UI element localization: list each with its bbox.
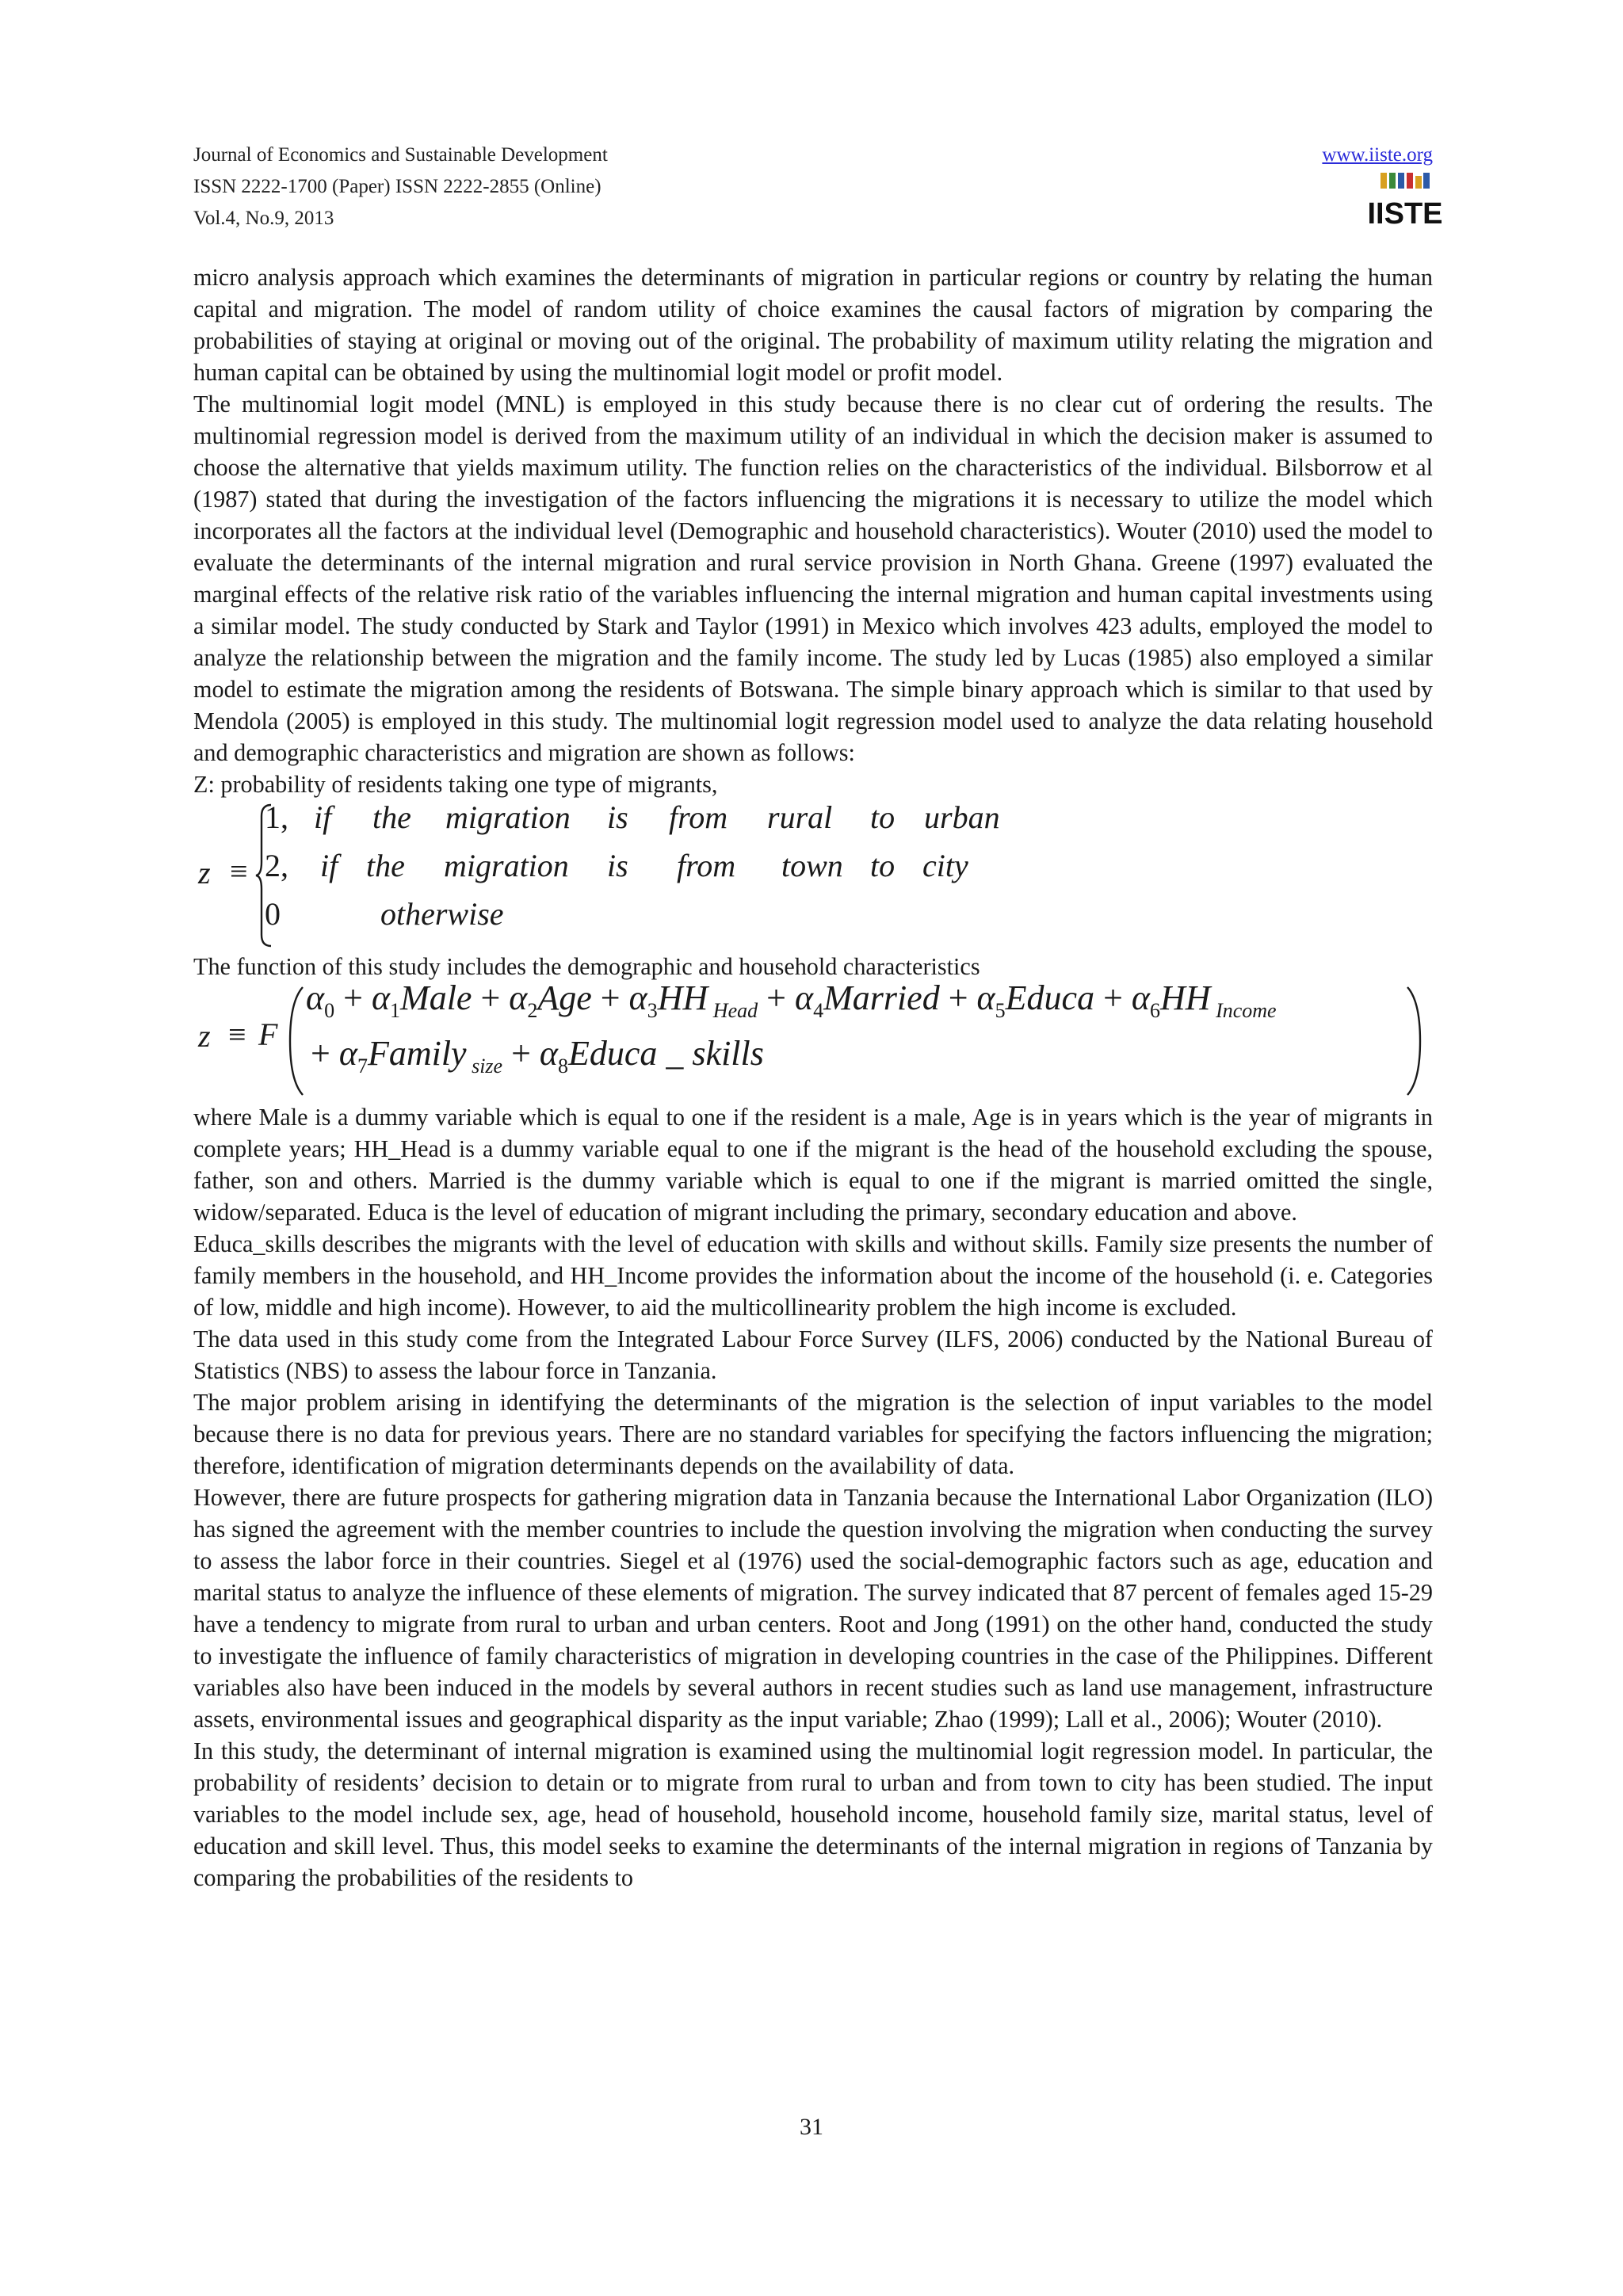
paragraph: micro analysis approach which examines the determinants of migration in particular regions or country by relating the human capital and migration. The model of random utility of choice examines the causal factors of migration by comparing the probabilities of staying at original or moving out of the original. The probability of maximum utility relating the migration and human capital can be obtained by using the multinomial logit model or profit model.	[193, 264, 1433, 386]
paragraph: Z: probability of residents taking one type of migrants,	[193, 771, 718, 798]
paragraph: The data used in this study come from the Integrated Labour Force Survey (ILFS, 2006) conducted by the National Bureau of Statistics (NBS) to assess the labour force in Tanzania.	[193, 1325, 1433, 1384]
eq2-equiv: ≡	[228, 1016, 246, 1052]
paragraph: The function of this study includes the demographic and household characteristics	[193, 953, 980, 980]
paragraph: where Male is a dummy variable which is equal to one if the resident is a male, Age is in years which is the year of migrants in complete years; HH_Head is a dummy variable equal to one if the migrant is the head of the household excluding the spouse, father, son and others. Married is the dummy variable which is equal to one if the migrant is married omitted the single, widow/separated. Educa is the level of education of migrant including the primary, secondary education and above.	[193, 1104, 1433, 1226]
article-body	[193, 261, 1433, 1894]
journal-url-link[interactable]: www.iiste.org	[1322, 144, 1433, 166]
eq2-lhs: z	[198, 1018, 211, 1054]
paragraph: However, there are future prospects for gathering migration data in Tanzania because the International Labor Organization (ILO) has signed the agreement with the member countries to include the question involving the migration when conducting the survey to assess the labor force in their countries. Siegel et al (1976) used the social-demographic factors such as age, education and marital status to analyze the influence of these elements of migration. The survey indicated that 87 percent of females aged 15-29 have a tendency to migrate from rural to urban and urban centers. Root and Jong (1991) on the other hand, conducted the study to investigate the influence of family characteristics of migration in developing countries in the case of the Philippines. Different variables also have been induced in the models by several authors in recent studies such as land use management, infrastructure assets, environmental issues and geographical disparity as the input variable; Zhao (1999); Lall et al., 2006); Wouter (2010).	[193, 1484, 1433, 1733]
paragraph: In this study, the determinant of internal migration is examined using the multinomial logit regression model. In particular, the probability of residents’ decision to detain or to migrate from rural to urban and from town to city has been studied. The input variables to the model include sex, age, head of household, household income, household family size, marital status, level of education and skill level. Thus, this model seeks to examine the determinants of the internal migration in regions of Tanzania by comparing the probabilities of the residents to	[193, 1737, 1433, 1891]
equation-z-function	[193, 978, 1433, 1101]
left-paren-icon	[287, 986, 304, 1097]
eq2-line-2: + $\alpha_7Family$ $_{size} + \alpha_8Educa$ _ skills	[311, 1034, 764, 1077]
paragraph: The multinomial logit model (MNL) is employed in this study because there is no clear cut of ordering the results. The multinomial regression model is derived from the maximum utility of an individual in which the decision maker is assumed to choose the alternative that yields maximum utility. The function relies on the characteristics of the individual. Bilsborrow et al (1987) stated that during the investigation of the factors influencing the migrations it is necessary to utilize the model which incorporates all the factors at the individual level (Demographic and household characteristics). Wouter (2010) used the model to evaluate the determinants of the internal migration and rural service provision in North Ghana. Greene (1997) evaluated the marginal effects of the relative risk ratio of the variables influencing the internal migration and human capital investments using a similar model. The study conducted by Stark and Taylor (1991) in Mexico which involves 423 adults, employed the model to analyze the relationship between the migration and the family income. The study led by Lucas (1985) also employed a similar model to estimate the migration among the residents of Botswana. The simple binary approach which is similar to that used by Mendola (2005) is employed in this study. The multinomial logit regression model used to analyze the data relating household and demographic characteristics and migration are shown as follows:	[193, 391, 1433, 766]
paragraph: Educa_skills describes the migrants with the level of education with skills and without skills. Family size presents the number of family members in the household, and HH_Income provides the information about the income of the household (i. e. Categories of low, middle and high income). However, to aid the multicollinearity problem the high income is excluded.	[193, 1230, 1433, 1321]
eq2-line-1: $\alpha_0$ + $\alpha_1Male + \alpha_2Age + \alpha_3HH$ $_{Head} + \alpha_4Married$ + $\alpha_5Educa + \alpha_6HH$ $_{Income}$	[306, 978, 1277, 1022]
journal-title: Journal of Economics and Sustainable Development	[193, 144, 608, 166]
svg-text:IISTE: IISTE	[1367, 197, 1443, 231]
journal-header	[193, 139, 608, 235]
journal-issn: ISSN 2222-1700 (Paper) ISSN 2222-2855 (Online)	[193, 176, 601, 197]
eq1-lhs: z	[198, 855, 211, 891]
paragraph: The major problem arising in identifying the determinants of the migration is the selection of input variables to the model because there is no data for previous years. There are no standard variables for specifying the factors influencing the migration; therefore, identification of migration determinants depends on the availability of data.	[193, 1389, 1433, 1479]
eq1-equiv: ≡	[230, 853, 248, 889]
eq2-function: F	[258, 1016, 278, 1052]
equation-z-cases: z ≡ 1, if the migration is from rural to urban 2, if the migration is from town to city 0 otherwise	[193, 800, 1433, 951]
right-paren-icon	[1406, 986, 1423, 1097]
iiste-logo	[1367, 171, 1443, 231]
journal-volume: Vol.4, No.9, 2013	[193, 208, 334, 229]
page-number: 31	[800, 2114, 823, 2140]
